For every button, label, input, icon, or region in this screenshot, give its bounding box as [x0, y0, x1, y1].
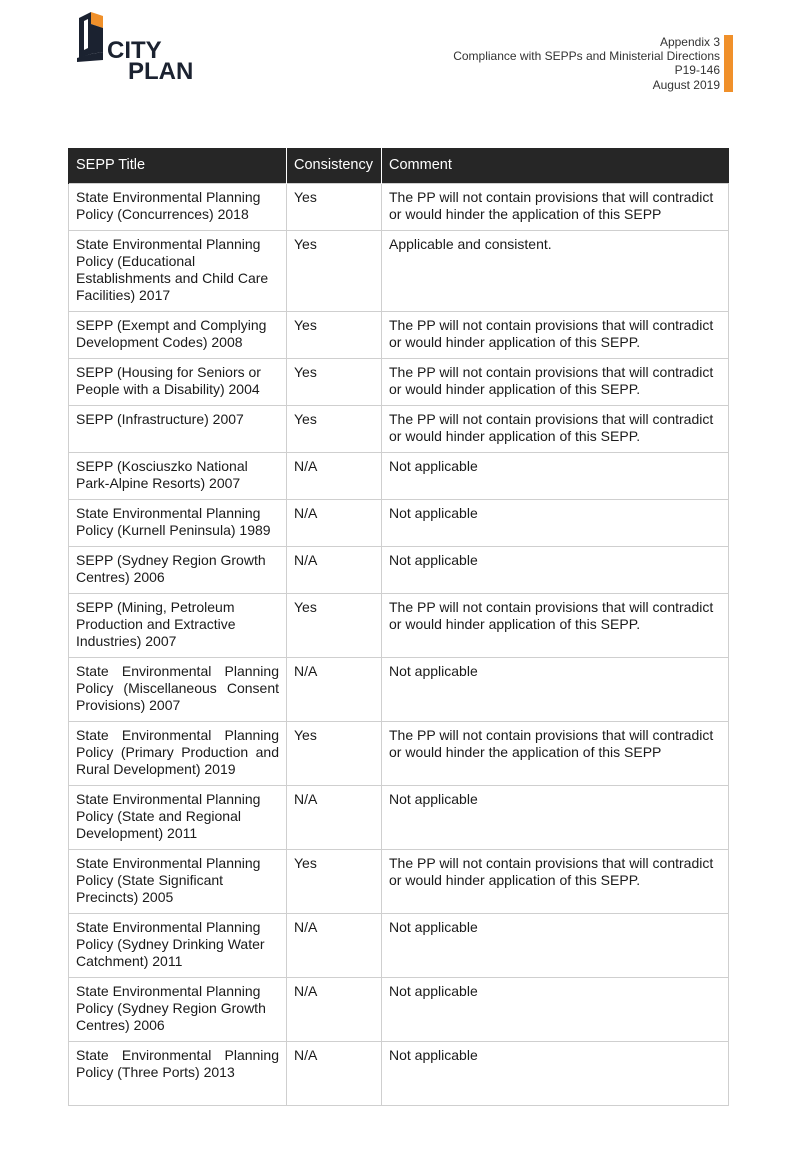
table-row — [69, 914, 729, 978]
comment-cell: Not applicable — [382, 453, 729, 500]
appendix-subtitle: Compliance with SEPPs and Ministerial Directions — [453, 49, 720, 64]
table-row — [69, 406, 729, 453]
sepp-title-cell: SEPP (Housing for Seniors or People with a Disability) 2004 — [69, 359, 287, 406]
table-row — [69, 722, 729, 786]
table-row — [69, 500, 729, 547]
consistency-cell: Yes — [287, 406, 382, 453]
consistency-cell: Yes — [287, 231, 382, 312]
comment-cell: The PP will not contain provisions that will contradict or would hinder application of this SEPP. — [382, 312, 729, 359]
city-plan-logo — [75, 8, 205, 85]
sepp-title-cell: State Environmental Planning Policy (Kurnell Peninsula) 1989 — [69, 500, 287, 547]
sepp-title-cell: State Environmental Planning Policy (Miscellaneous Consent Provisions) 2007 — [69, 658, 287, 722]
table-row — [69, 1042, 729, 1106]
table-row — [69, 547, 729, 594]
column-header-comment: Comment — [382, 148, 729, 184]
sepp-title-cell: State Environmental Planning Policy (Three Ports) 2013 — [69, 1042, 287, 1106]
sepp-title-cell: SEPP (Infrastructure) 2007 — [69, 406, 287, 453]
comment-cell: Not applicable — [382, 1042, 729, 1106]
consistency-cell: Yes — [287, 312, 382, 359]
sepp-title-cell: State Environmental Planning Policy (State and Regional Development) 2011 — [69, 786, 287, 850]
sepp-title-cell: SEPP (Kosciuszko National Park-Alpine Resorts) 2007 — [69, 453, 287, 500]
header-accent-bar — [724, 35, 733, 92]
table-row — [69, 850, 729, 914]
sepp-title-cell: SEPP (Mining, Petroleum Production and Extractive Industries) 2007 — [69, 594, 287, 658]
comment-cell: Applicable and consistent. — [382, 231, 729, 312]
project-reference: P19-146 — [674, 63, 720, 78]
consistency-cell: N/A — [287, 786, 382, 850]
sepp-compliance-table — [68, 148, 729, 1106]
sepp-title-cell: State Environmental Planning Policy (Concurrences) 2018 — [69, 184, 287, 231]
appendix-label: Appendix 3 — [659, 35, 720, 49]
comment-cell: The PP will not contain provisions that will contradict or would hinder the application of this SEPP — [382, 184, 729, 231]
comment-cell: The PP will not contain provisions that will contradict or would hinder application of this SEPP. — [382, 850, 729, 914]
comment-cell: The PP will not contain provisions that will contradict or would hinder the application of this SEPP — [382, 722, 729, 786]
table-row — [69, 978, 729, 1042]
table-row — [69, 231, 729, 312]
column-header-consistency: Consistency — [287, 148, 382, 184]
consistency-cell: N/A — [287, 914, 382, 978]
sepp-title-cell: State Environmental Planning Policy (Sydney Region Growth Centres) 2006 — [69, 978, 287, 1042]
comment-cell: Not applicable — [382, 547, 729, 594]
table-row — [69, 359, 729, 406]
consistency-cell: N/A — [287, 500, 382, 547]
comment-cell: Not applicable — [382, 500, 729, 547]
table-header-row — [69, 148, 729, 184]
consistency-cell: Yes — [287, 359, 382, 406]
comment-cell: The PP will not contain provisions that will contradict or would hinder application of this SEPP. — [382, 359, 729, 406]
consistency-cell: N/A — [287, 658, 382, 722]
consistency-cell: Yes — [287, 722, 382, 786]
column-header-sepp-title: SEPP Title — [69, 148, 287, 184]
consistency-cell: Yes — [287, 184, 382, 231]
sepp-title-cell: State Environmental Planning Policy (Primary Production and Rural Development) 2019 — [69, 722, 287, 786]
consistency-cell: Yes — [287, 594, 382, 658]
consistency-cell: N/A — [287, 453, 382, 500]
sepp-title-cell: SEPP (Exempt and Complying Development Codes) 2008 — [69, 312, 287, 359]
sepp-title-cell: SEPP (Sydney Region Growth Centres) 2006 — [69, 547, 287, 594]
document-date: August 2019 — [652, 77, 720, 92]
comment-cell: The PP will not contain provisions that will contradict or would hinder application of this SEPP. — [382, 406, 729, 453]
table-body — [69, 184, 729, 1106]
logo-plan-text: PLAN — [128, 58, 194, 85]
logo-city-text: CITY — [107, 37, 162, 64]
consistency-cell: N/A — [287, 978, 382, 1042]
consistency-cell: N/A — [287, 547, 382, 594]
comment-cell: The PP will not contain provisions that will contradict or would hinder application of this SEPP. — [382, 594, 729, 658]
comment-cell: Not applicable — [382, 786, 729, 850]
table-row — [69, 312, 729, 359]
sepp-title-cell: State Environmental Planning Policy (Sydney Drinking Water Catchment) 2011 — [69, 914, 287, 978]
table-row — [69, 786, 729, 850]
table-row — [69, 453, 729, 500]
table-row — [69, 658, 729, 722]
comment-cell: Not applicable — [382, 978, 729, 1042]
table-row — [69, 594, 729, 658]
document-header — [453, 35, 720, 92]
sepp-title-cell: State Environmental Planning Policy (Educational Establishments and Child Care Facilities) 2017 — [69, 231, 287, 312]
sepp-title-cell: State Environmental Planning Policy (State Significant Precincts) 2005 — [69, 850, 287, 914]
comment-cell: Not applicable — [382, 658, 729, 722]
comment-cell: Not applicable — [382, 914, 729, 978]
consistency-cell: Yes — [287, 850, 382, 914]
table-row — [69, 184, 729, 231]
consistency-cell: N/A — [287, 1042, 382, 1106]
